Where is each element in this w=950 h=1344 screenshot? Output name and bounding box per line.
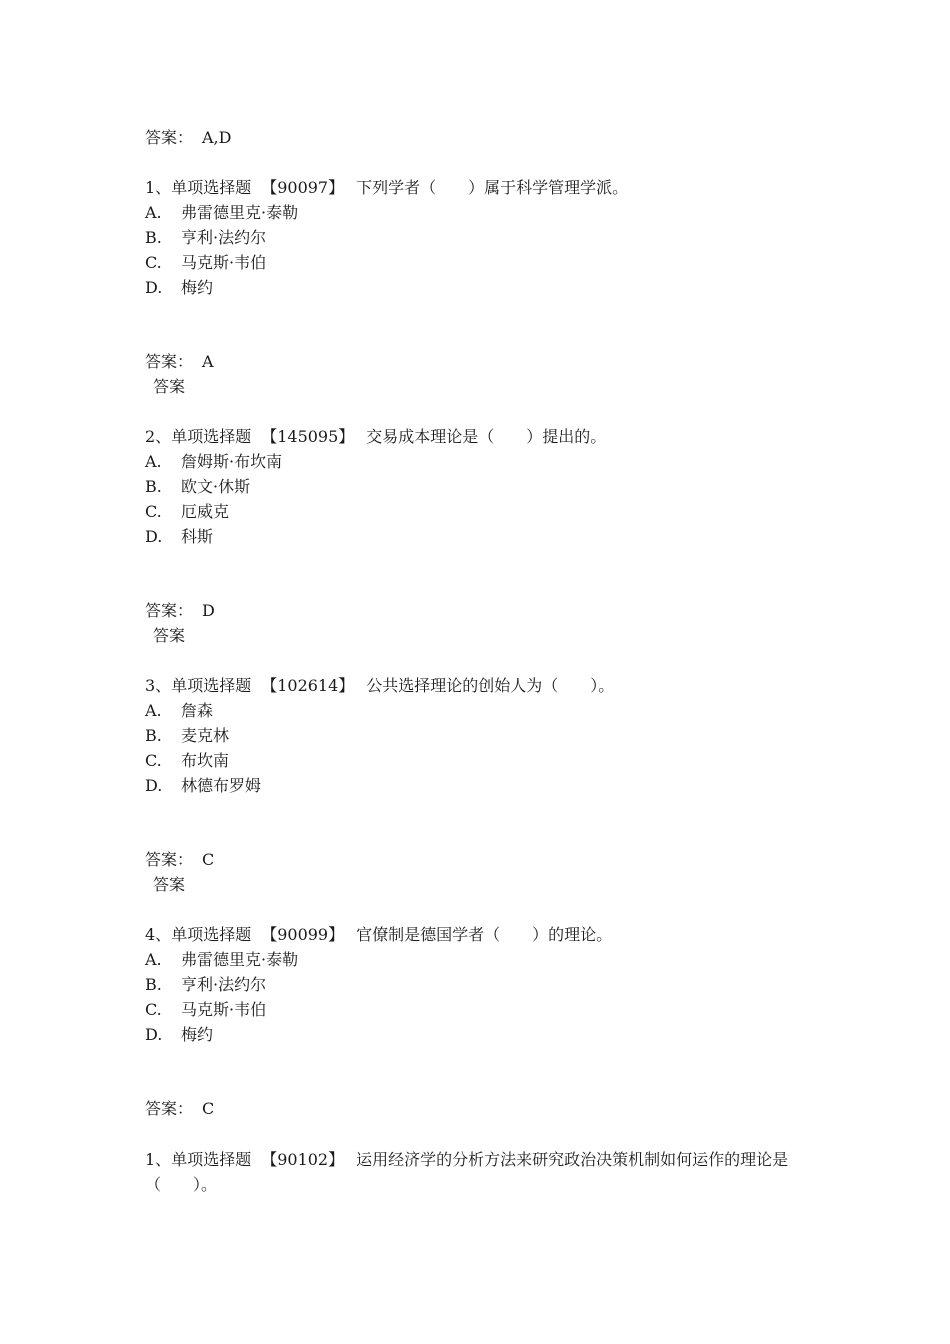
option-text: 欧文·休斯: [181, 477, 251, 496]
answer-label: 答案：: [145, 128, 194, 147]
option-text: 麦克林: [181, 726, 230, 745]
option-letter: C.: [145, 751, 162, 770]
answer-line: [145, 600, 215, 622]
question-number: 4、: [145, 925, 172, 944]
question-number: 1、: [145, 178, 172, 197]
option-text: 亨利·法约尔: [181, 228, 267, 247]
question-stem: 官僚制是德国学者（ ）的理论。: [356, 925, 613, 944]
option-text: 詹姆斯·布坎南: [181, 452, 283, 471]
option-text: 詹森: [181, 701, 214, 720]
answer-label: 答案：: [145, 850, 194, 869]
option-text: 布坎南: [181, 751, 230, 770]
option-letter: C.: [145, 253, 162, 272]
option-text: 厄威克: [181, 502, 230, 521]
option-d: [145, 775, 261, 797]
answer-line: [145, 1098, 214, 1120]
question-kind: 单项选择题: [171, 925, 252, 944]
option-b: [145, 974, 266, 996]
option-b: [145, 227, 266, 249]
option-c: [145, 999, 266, 1021]
option-letter: A.: [145, 950, 162, 969]
option-letter: B.: [145, 726, 162, 745]
option-d: [145, 526, 213, 548]
answer-value: A: [202, 352, 214, 371]
option-letter: A.: [145, 452, 162, 471]
question-stem-line: [145, 675, 614, 697]
option-letter: C.: [145, 1000, 162, 1019]
option-a: [145, 700, 213, 722]
option-c: [145, 252, 266, 274]
answer-sublabel: 答案: [153, 875, 186, 894]
option-text: 马克斯·韦伯: [181, 253, 267, 272]
answer-value: C: [202, 850, 215, 869]
question-stem: 公共选择理论的创始人为（ ）。: [366, 676, 615, 695]
question-kind: 单项选择题: [171, 676, 252, 695]
option-letter: D.: [145, 278, 163, 297]
answer-value: A,D: [202, 128, 232, 147]
question-kind: 单项选择题: [171, 178, 252, 197]
option-letter: B.: [145, 975, 162, 994]
option-c: [145, 501, 229, 523]
question-stem-line: [145, 1147, 810, 1197]
option-b: [145, 725, 229, 747]
option-c: [145, 750, 229, 772]
option-a: [145, 451, 282, 473]
option-letter: D.: [145, 527, 163, 546]
option-text: 科斯: [181, 527, 214, 546]
option-text: 梅约: [181, 278, 214, 297]
question-stem-line: [145, 426, 606, 448]
question-stem: 交易成本理论是（ ）提出的。: [366, 427, 607, 446]
question-number: 3、: [145, 676, 172, 695]
answer-sublabel: 答案: [153, 626, 186, 645]
option-text: 林德布罗姆: [181, 776, 262, 795]
option-a: [145, 202, 298, 224]
answer-line: [145, 849, 214, 871]
option-letter: D.: [145, 1025, 163, 1044]
option-letter: D.: [145, 776, 163, 795]
answer-line: [145, 127, 231, 149]
answer-value: C: [202, 1099, 215, 1118]
question-stem-line: [145, 177, 628, 199]
question-kind: 单项选择题: [171, 1150, 252, 1169]
option-d: [145, 1024, 213, 1046]
option-text: 弗雷德里克·泰勒: [181, 950, 299, 969]
question-stem-line: [145, 924, 612, 946]
question-id: 【102614】: [261, 676, 355, 695]
answer-line: [145, 351, 214, 373]
option-text: 亨利·法约尔: [181, 975, 267, 994]
question-kind: 单项选择题: [171, 427, 252, 446]
answer-label: 答案：: [145, 352, 194, 371]
question-stem: 运用经济学的分析方法来研究政治决策机制如何运作的理论是（ ）。: [145, 1150, 789, 1194]
answer-value: D: [202, 601, 215, 620]
answer-label: 答案：: [145, 601, 194, 620]
option-letter: C.: [145, 502, 162, 521]
question-number: 2、: [145, 427, 172, 446]
answer-sublabel: 答案: [153, 377, 186, 396]
option-b: [145, 476, 250, 498]
question-number: 1、: [145, 1150, 172, 1169]
question-id: 【90097】: [261, 178, 345, 197]
option-letter: A.: [145, 203, 162, 222]
option-d: [145, 277, 213, 299]
question-id: 【90102】: [261, 1150, 345, 1169]
question-id: 【145095】: [261, 427, 355, 446]
answer-label: 答案：: [145, 1099, 194, 1118]
question-stem: 下列学者（ ）属于科学管理学派。: [356, 178, 629, 197]
option-letter: B.: [145, 477, 162, 496]
option-text: 弗雷德里克·泰勒: [181, 203, 299, 222]
option-letter: B.: [145, 228, 162, 247]
option-text: 梅约: [181, 1025, 214, 1044]
option-a: [145, 949, 298, 971]
question-id: 【90099】: [261, 925, 345, 944]
option-letter: A.: [145, 701, 162, 720]
option-text: 马克斯·韦伯: [181, 1000, 267, 1019]
